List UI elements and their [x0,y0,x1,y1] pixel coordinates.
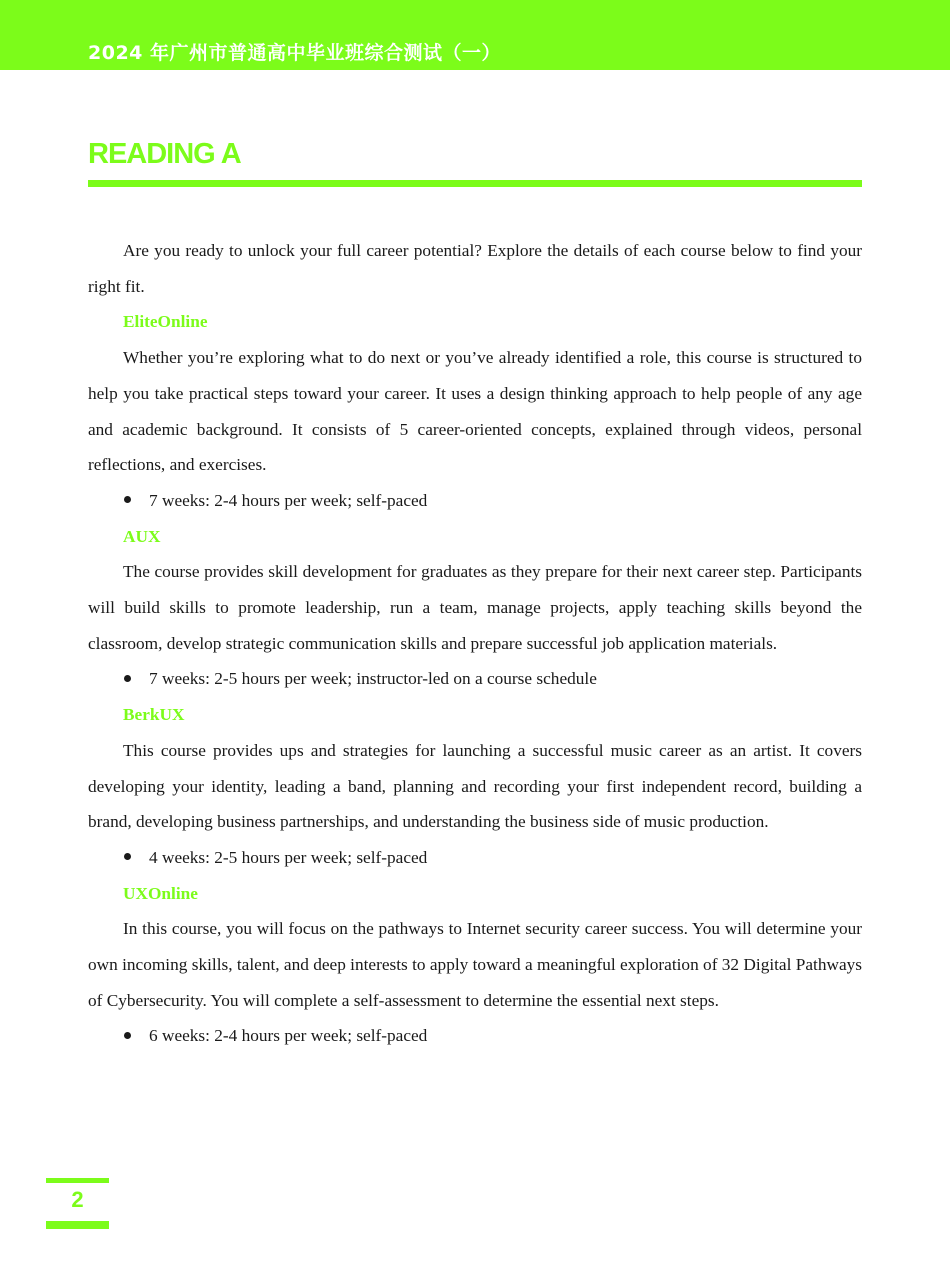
bullet-icon [124,496,131,503]
course-details [88,1018,862,1054]
bullet-icon [124,675,131,682]
top-banner [0,0,950,70]
page-number-block [46,1178,109,1230]
course-name-uxonline: UXOnline [123,883,198,903]
course-description: In this course, you will focus on the pathways to Internet security career success. You will determine your own incoming skills, talent, and deep interests to apply toward a meaningful exploration of 32 Digital Pathways of Cybersecurity. You will complete a self-assessment to determine the essential next steps. [88,919,862,1010]
course-description: The course provides skill development for graduates as they prepare for their next career step. Participants will build skills to promote leadership, run a team, manage projects, apply teaching skills beyond the classroom, develop strategic communication skills and prepare successful job application materials. [88,562,862,653]
course-name-berkux: BerkUX [123,705,185,725]
course-details [88,483,862,519]
banner-title: 2024 年广州市普通高中毕业班综合测试（一） [88,42,501,64]
course-description: This course provides ups and strategies for launching a successful music career as an artist. It covers developing your identity, leading a band, planning and recording your first independent record, building a brand, developing business partnerships, and understanding the business side of music production. [88,740,862,832]
heading-rule [88,180,862,187]
bullet-icon [124,853,131,860]
bullet-icon [124,1032,131,1039]
page-number-bar-bottom [46,1221,109,1229]
course-details-text: 6 weeks: 2-4 hours per week; self-paced [149,1026,428,1046]
course-details-text: 7 weeks: 2-5 hours per week; instructor-led on a course schedule [149,669,597,689]
page-number: 2 [71,1187,84,1212]
course-description: Whether you’re exploring what to do next or you’ve already identified a role, this course is structured to help you take practical steps toward your career. It uses a design thinking approach to help people of any age and academic background. It consists of 5 career-oriented concepts, explained through videos, personal reflections, and exercises. [88,348,862,475]
page-number-bar-top [46,1178,109,1183]
article-body [88,233,862,1054]
course-name-eliteonline: EliteOnline [123,312,208,332]
course-details-text: 7 weeks: 2-4 hours per week; self-paced [149,490,428,510]
intro-paragraph: Are you ready to unlock your full career potential? Explore the details of each course below to find your right fit. [88,241,862,296]
course-details [88,661,862,697]
course-details [88,840,862,876]
course-details-text: 4 weeks: 2-5 hours per week; self-paced [149,847,428,867]
course-name-aux: AUX [123,526,161,546]
section-heading: READING A [88,138,241,170]
